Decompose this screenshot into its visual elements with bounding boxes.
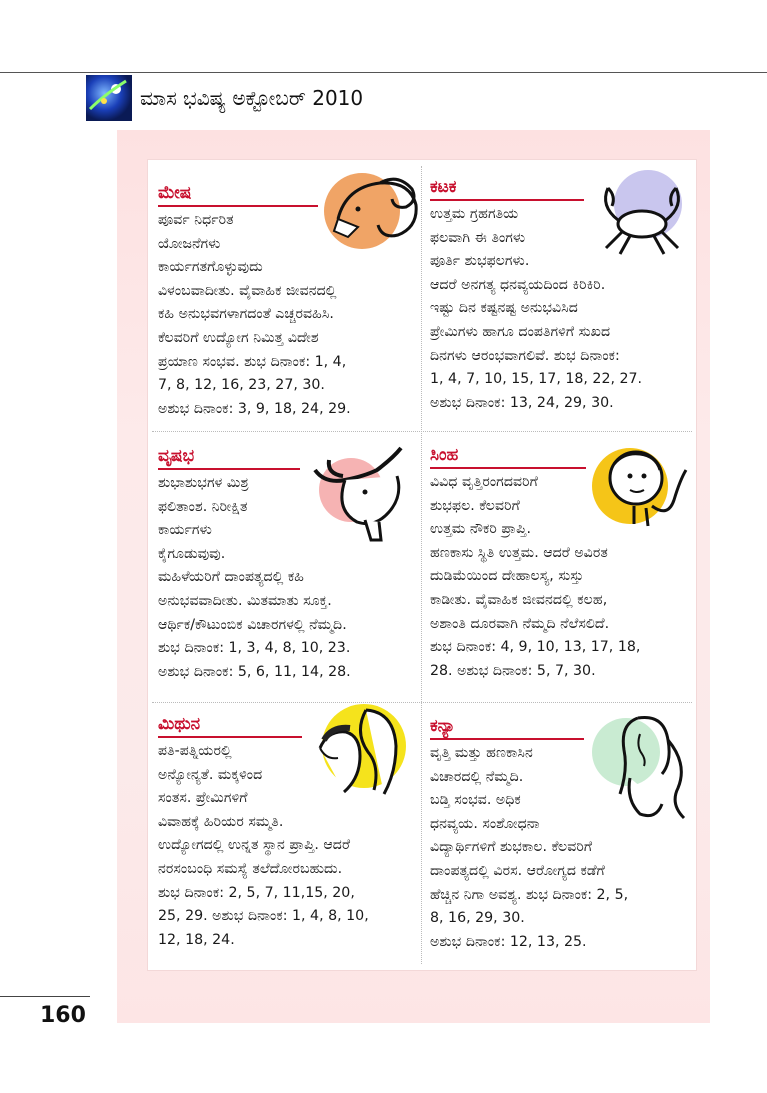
sign-title: ಮೇಷ (158, 183, 192, 203)
sign-text (430, 203, 692, 415)
text-line: ಕಾರ್ಯಗತಗೊಳ್ಳುವುದು (158, 259, 263, 276)
text-line: ಉತ್ತಮ ನೌಕರಿ ಪ್ರಾಪ್ತಿ. (430, 521, 531, 538)
text-line: ಫಲವಾಗಿ ಈ ತಿಂಗಳು (430, 229, 526, 246)
text-line: ಪ್ರಯಾಣ ಸಂಭವ. ಶುಭ ದಿನಾಂಕ: 1, 4, (158, 353, 347, 370)
top-rule (0, 72, 767, 73)
text-line: ಪ್ರೇಮಿಗಳು ಹಾಗೂ ದಂಪತಿಗಳಿಗೆ ಸುಖದ (430, 323, 611, 340)
text-line: ಉದ್ಯೋಗದಲ್ಲಿ ಉನ್ನತ ಸ್ಥಾನ ಪ್ರಾಪ್ತಿ. ಆದರೆ (158, 837, 351, 854)
sign-title: ಸಿಂಹ (430, 445, 459, 465)
sign-block-vrushabha (158, 445, 420, 684)
page-title: ಮಾಸ ಭವಿಷ್ಯ ಅಕ್ಟೋಬರ್ 2010 (140, 86, 364, 110)
text-line: ಧನವ್ಯಯ. ಸಂಶೋಧನಾ (430, 815, 540, 832)
text-line: ಅಶುಭ ದಿನಾಂಕ: 13, 24, 29, 30. (430, 394, 614, 411)
text-line: ಶುಭಫಲ. ಕೆಲವರಿಗೆ (430, 497, 520, 514)
text-line: 12, 18, 24. (158, 931, 235, 948)
title-underline (430, 738, 584, 740)
text-line: ಹೆಚ್ಚಿನ ನಿಗಾ ಅವಶ್ಯ. ಶುಭ ದಿನಾಂಕ: 2, 5, (430, 886, 629, 903)
row-divider (152, 702, 692, 703)
text-line: ಕಹಿ ಅನುಭವಗಳಾಗದಂತೆ ಎಚ್ಚರವಹಿಸಿ. (158, 306, 334, 323)
text-line: 28. ಅಶುಭ ದಿನಾಂಕ: 5, 7, 30. (430, 662, 596, 679)
text-line: ಯೋಜನೆಗಳು (158, 235, 221, 252)
text-line: ಶುಭ ದಿನಾಂಕ: 4, 9, 10, 13, 17, 18, (430, 639, 641, 656)
sign-block-kataka (430, 176, 692, 415)
text-line: ಬಡ್ತಿ ಸಂಭವ. ಅಧಿಕ (430, 792, 521, 809)
text-line: ಪೂರ್ತಿ ಶುಭಫಲಗಳು. (430, 253, 530, 270)
text-line: ಅಶುಭ ದಿನಾಂಕ: 3, 9, 18, 24, 29. (158, 400, 351, 417)
text-line: ಕಾಡೀತು. ವೈವಾಹಿಕ ಜೀವನದಲ್ಲಿ ಕಲಹ, (430, 591, 608, 608)
sign-text (430, 742, 692, 954)
sign-block-simha (430, 444, 692, 683)
text-line: 1, 4, 7, 10, 15, 17, 18, 22, 27. (430, 371, 643, 388)
text-line: ಅಶುಭ ದಿನಾಂಕ: 5, 6, 11, 14, 28. (158, 663, 351, 680)
sign-title: ಕನ್ಯಾ (430, 716, 456, 736)
cosmic-logo-icon (86, 75, 132, 121)
text-line: ದುಡಿಮೆಯಿಂದ ದೇಹಾಲಸ್ಯ, ಸುಸ್ತು (430, 568, 584, 585)
text-line: ಪತಿ-ಪತ್ನಿಯರಲ್ಲಿ (158, 743, 232, 759)
text-line: ವಿಚಾರದಲ್ಲಿ ನೆಮ್ಮದಿ. (430, 768, 524, 785)
text-line: ಅನ್ಯೋನ್ಯತೆ. ಮಕ್ಕಳಿಂದ (158, 766, 263, 783)
sign-title: ಕಟಕ (430, 177, 457, 197)
text-line: ವಿದ್ಯಾರ್ಥಿಗಳಿಗೆ ಶುಭಕಾಲ. ಕೆಲವರಿಗೆ (430, 839, 593, 856)
text-line: ದಿನಗಳು ಆರಂಭವಾಗಲಿವೆ. ಶುಭ ದಿನಾಂಕ: (430, 347, 620, 364)
text-line: ಶುಭ ದಿನಾಂಕ: 2, 5, 7, 11,15, 20, (158, 884, 355, 901)
sign-text (158, 472, 420, 684)
text-line: ಮಹಿಳೆಯರಿಗೆ ದಾಂಪತ್ಯದಲ್ಲಿ ಕಹಿ (158, 569, 305, 586)
sign-text (158, 209, 420, 421)
text-line: ಶುಭ ದಿನಾಂಕ: 1, 3, 4, 8, 10, 23. (158, 640, 351, 657)
text-line: ವಿವಿಧ ವೃತ್ತಿರಂಗದವರಿಗೆ (430, 474, 538, 490)
text-line: ವೃತ್ತಿ ಮತ್ತು ಹಣಕಾಸಿನ (430, 745, 533, 761)
sign-block-mithuna (158, 713, 420, 952)
text-line: ಅನುಭವವಾದೀತು. ಮಿತಮಾತು ಸೂಕ್ತ. (158, 592, 332, 609)
text-line: ದಾಂಪತ್ಯದಲ್ಲಿ ವಿರಸ. ಆರೋಗ್ಯದ ಕಡೆಗೆ (430, 862, 605, 879)
sign-text (430, 471, 692, 683)
text-line: ಕಾರ್ಯಗಳು (158, 522, 212, 539)
text-line: ಆರ್ಥಿಕ/ಕೌಟುಂಬಿಕ ವಿಚಾರಗಳಲ್ಲಿ ನೆಮ್ಮದಿ. (158, 616, 347, 633)
title-underline (430, 467, 586, 469)
column-divider (421, 166, 422, 964)
text-line: ನರಸಂಬಂಧಿ ಸಮಸ್ಯೆ ತಲೆದೋರಬಹುದು. (158, 860, 343, 877)
sign-block-kanya (430, 715, 692, 954)
text-line: ಕೈಗೂಡುವುವು. (158, 545, 226, 562)
text-line: 8, 16, 29, 30. (430, 910, 525, 927)
text-line: ಉತ್ತಮ ಗ್ರಹಗತಿಯ (430, 206, 519, 222)
page-number: 160 (40, 1003, 86, 1028)
sign-text (158, 740, 420, 952)
title-underline (158, 205, 318, 207)
text-line: ಪೂರ್ವ ನಿರ್ಧರಿತ (158, 212, 234, 228)
text-line: ಅಶಾಂತಿ ದೂರವಾಗಿ ನೆಮ್ಮದಿ ನೆಲೆಸಲಿದೆ. (430, 615, 610, 632)
footer-rule (0, 996, 90, 997)
text-line: 7, 8, 12, 16, 23, 27, 30. (158, 377, 325, 394)
text-line: ಕೆಲವರಿಗೆ ಉದ್ಯೋಗ ನಿಮಿತ್ತ ವಿದೇಶ (158, 329, 319, 346)
text-line: ಇಷ್ಟು ದಿನ ಕಷ್ಟನಷ್ಟ ಅನುಭವಿಸಿದ (430, 300, 578, 317)
sign-title: ವೃಷಭ (158, 446, 195, 466)
text-line: ಫಲಿತಾಂಶ. ನಿರೀಕ್ಷಿತ (158, 498, 248, 515)
sign-block-mesha (158, 182, 420, 421)
text-line: ಅಶುಭ ದಿನಾಂಕ: 12, 13, 25. (430, 933, 587, 950)
title-underline (158, 468, 300, 470)
text-line: 25, 29. ಅಶುಭ ದಿನಾಂಕ: 1, 4, 8, 10, (158, 908, 369, 925)
row-divider (152, 431, 692, 432)
text-line: ಶುಭಾಶುಭಗಳ ಮಿಶ್ರ (158, 475, 249, 491)
title-underline (430, 199, 584, 201)
title-underline (158, 736, 302, 738)
sign-title: ಮಿಥುನ (158, 714, 201, 734)
text-line: ಆದರೆ ಅನಗತ್ಯ ಧನವ್ಯಯದಿಂದ ಕಿರಿಕಿರಿ. (430, 276, 606, 293)
text-line: ಸಂತಸ. ಪ್ರೇಮಿಗಳಿಗೆ (158, 790, 248, 807)
text-line: ಹಣಕಾಸು ಸ್ಥಿತಿ ಉತ್ತಮ. ಆದರೆ ಅವಿರತ (430, 544, 608, 561)
text-line: ವಿಳಂಬವಾದೀತು. ವೈವಾಹಿಕ ಜೀವನದಲ್ಲಿ (158, 282, 337, 299)
text-line: ವಿವಾಹಕ್ಕೆ ಹಿರಿಯರ ಸಮ್ಮತಿ. (158, 813, 284, 830)
